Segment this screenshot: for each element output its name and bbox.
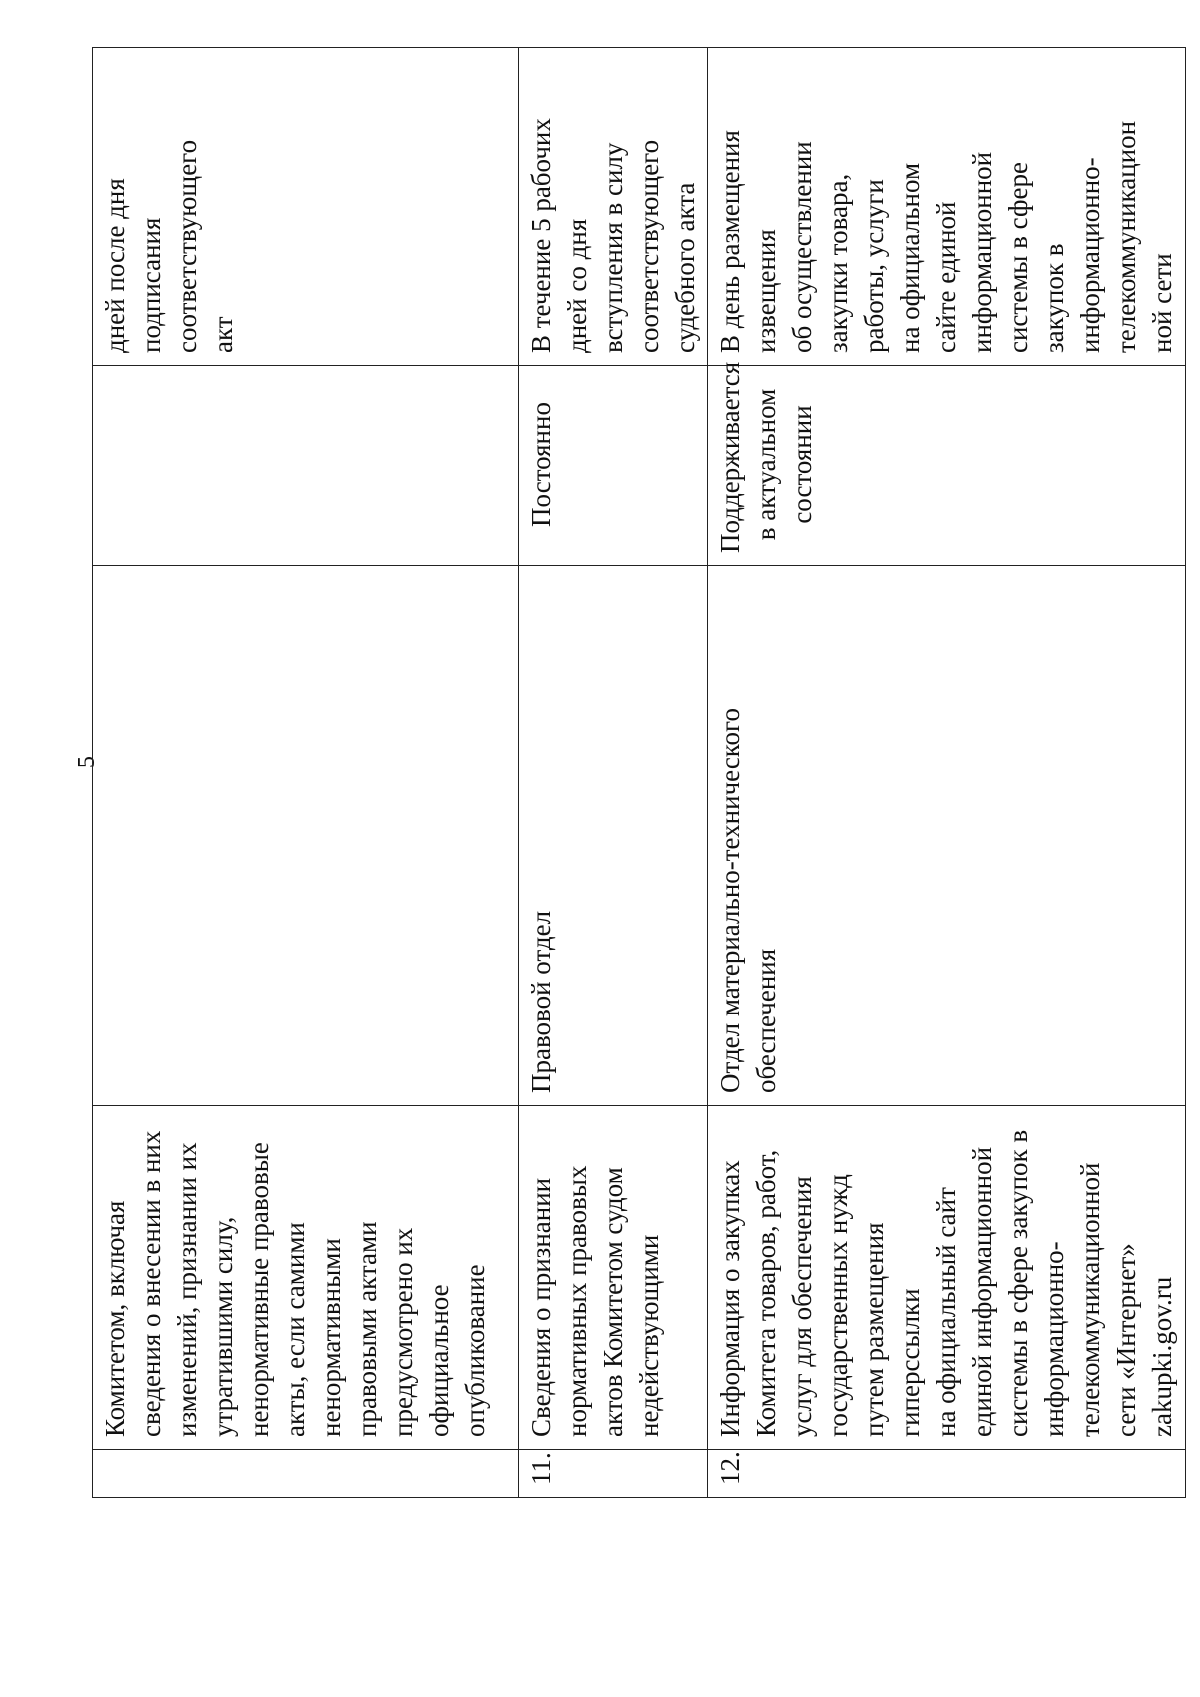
disclosure-table xyxy=(92,47,1186,1498)
deadline-cell: дней после дня подписания соответствующего акт xyxy=(93,48,519,366)
row-number xyxy=(93,1450,519,1498)
table-row xyxy=(708,48,1186,1498)
row-number: 11. xyxy=(519,1450,708,1498)
department-cell xyxy=(93,566,519,1106)
deadline-cell: В день размещения извещения об осуществлении закупки товара, работы, услуги на официальном сайте единой информационной системы в сфере закупок в информационно- телекоммуникацион ной сети xyxy=(708,48,1186,366)
frequency-cell: Постоянно xyxy=(519,366,708,566)
table-row xyxy=(519,48,708,1498)
info-cell: Комитетом, включая сведения о внесении в них изменений, признании их утратившими силу, ненормативные правовые акты, если самими ненормативными правовыми актами предусмотрено их официальное опубликование xyxy=(93,1106,519,1450)
frequency-cell xyxy=(93,366,519,566)
department-cell: Отдел материально-технического обеспечения xyxy=(708,566,1186,1106)
info-cell: Сведения о признании нормативных правовых актов Комитетом судом недействующими xyxy=(519,1106,708,1450)
deadline-cell: В течение 5 рабочих дней со дня вступления в силу соответствующего судебного акта xyxy=(519,48,708,366)
page-number: 5 xyxy=(74,756,100,768)
rotated-document-page xyxy=(0,48,1200,1648)
info-cell: Информация о закупках Комитета товаров, работ, услуг для обеспечения государственных нужд путем размещения гиперссылки на официальный сайт единой информационной системы в сфере закупок в информационно- телекоммуникационной сети «Интернет» zakupki.gov.ru xyxy=(708,1106,1186,1450)
table-row xyxy=(93,48,519,1498)
frequency-cell: Поддерживается в актуальном состоянии xyxy=(708,366,1186,566)
row-number: 12. xyxy=(708,1450,1186,1498)
department-cell: Правовой отдел xyxy=(519,566,708,1106)
